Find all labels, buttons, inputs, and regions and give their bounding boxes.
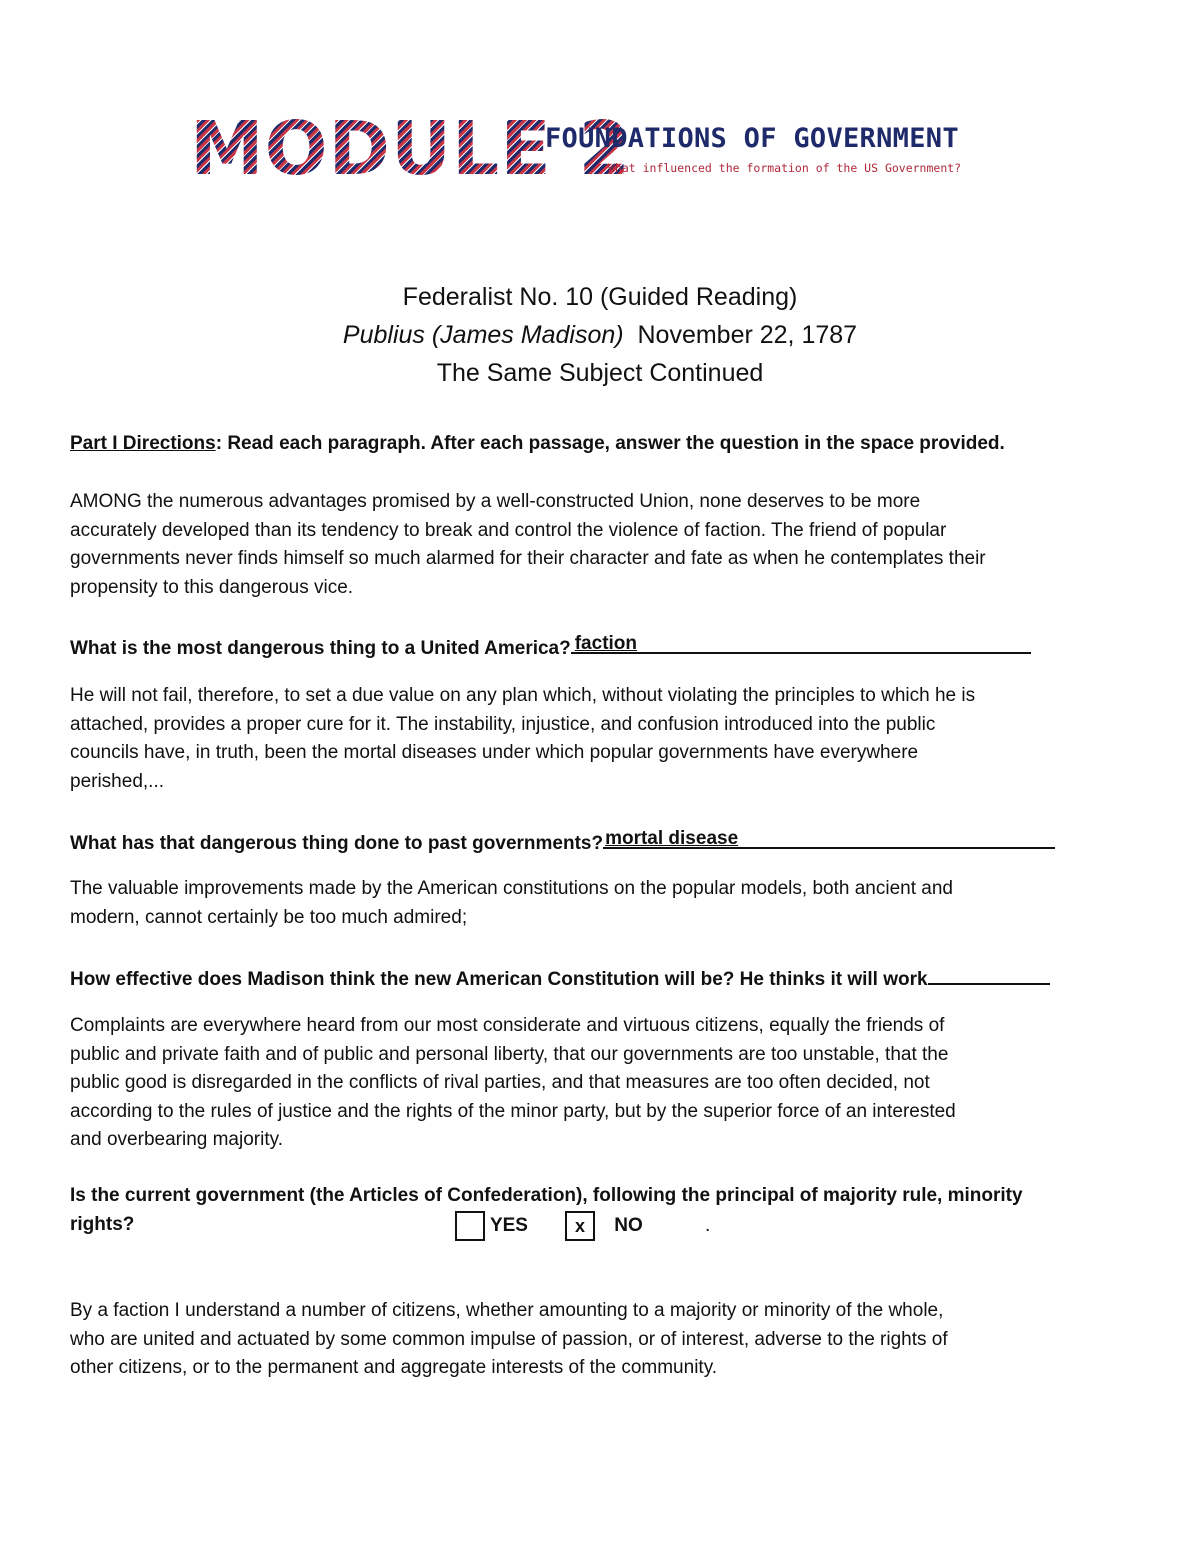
directions-label: Part I Directions: [70, 433, 216, 454]
passage-line: and overbearing majority.: [70, 1129, 283, 1150]
passage-line: public good is disregarded in the conflicts of rival parties, and that measures are too often decided, not: [70, 1072, 930, 1093]
passage-line: modern, cannot certainly be too much admired;: [70, 906, 468, 928]
passage-line: He will not fail, therefore, to set a due value on any plan which, without violating the principles to which he is: [70, 685, 976, 706]
passage-line: accurately developed than its tendency to break and control the violence of faction. The friend of popular: [70, 519, 947, 541]
date: November 22, 1787: [637, 321, 858, 349]
author: Publius (James Madison): [342, 321, 624, 349]
passage-line: attached, provides a proper cure for it. The instability, injustice, and confusion introduced into the public: [70, 713, 936, 735]
no-label: NO: [614, 1215, 643, 1236]
passage-line: perished,...: [70, 770, 164, 792]
passage-line: public and private faith and of public and personal liberty, that our governments are too unstable, that the: [70, 1043, 949, 1065]
answer-field-2[interactable]: [603, 825, 1055, 849]
question-2: [70, 825, 1140, 859]
passage-line: who are united and actuated by some common impulse of passion, or of interest, adverse to the rights of: [70, 1328, 948, 1350]
question-1: [70, 630, 1140, 664]
passage-line: councils have, in truth, been the mortal diseases under which popular governments have everywhere: [70, 742, 919, 763]
answer-text: mortal disease: [605, 827, 739, 849]
logo-title: FOUNDATIONS OF GOVERNMENT: [545, 123, 959, 154]
passage-3: [70, 875, 1140, 932]
passage-line: By a faction I understand a number of citizens, whether amounting to a majority or minority of the whole,: [70, 1300, 944, 1321]
passage-1: [70, 488, 1140, 602]
no-checkbox[interactable]: x: [565, 1211, 595, 1241]
passage-2: [70, 682, 1140, 796]
passage-4: [70, 1012, 1140, 1155]
answer-text: faction: [574, 632, 638, 654]
passage-line: other citizens, or to the permanent and aggregate interests of the community.: [70, 1357, 718, 1378]
author-date-line: [0, 320, 1200, 350]
question-text: What has that dangerous thing done to past governments?: [70, 833, 604, 854]
passage-line: according to the rules of justice and the rights of the minor party, but by the superior force of an interested: [70, 1100, 956, 1122]
directions-text: : Read each paragraph. After each passage, answer the question in the space provided.: [215, 433, 1005, 454]
question-text: How effective does Madison think the new American Constitution will be? He thinks it will work: [70, 969, 928, 990]
answer-field-1[interactable]: [571, 630, 1031, 654]
option-yes: [455, 1210, 528, 1242]
question-text: What is the most dangerous thing to a United America?: [70, 638, 571, 659]
directions: [70, 430, 1140, 459]
passage-line: Complaints are everywhere heard from our most considerate and virtuous citizens, equally the friends of: [70, 1015, 945, 1036]
document-subject: The Same Subject Continued: [436, 359, 764, 387]
trailing-period: .: [705, 1215, 711, 1236]
module-logo: [190, 106, 1040, 192]
passage-line: propensity to this dangerous vice.: [70, 576, 354, 598]
document-title: Federalist No. 10 (Guided Reading): [402, 283, 798, 311]
option-no: [565, 1210, 643, 1242]
answer-field-3[interactable]: [928, 961, 1050, 985]
passage-line: AMONG the numerous advantages promised by a well-constructed Union, none deserves to be more: [70, 491, 921, 512]
passage-5: [70, 1297, 1140, 1383]
yes-label: YES: [489, 1215, 528, 1236]
question-text-2: rights?: [70, 1213, 135, 1235]
passage-line: The valuable improvements made by the American constitutions on the popular models, both ancient and: [70, 878, 953, 899]
yes-checkbox[interactable]: [455, 1211, 485, 1241]
logo-subtitle: What influenced the formation of the US Government?: [608, 161, 962, 175]
logo-module-text: MODULE 2: [190, 106, 632, 192]
question-3: [70, 961, 1140, 995]
passage-line: governments never finds himself so much alarmed for their character and fate as when he contemplates their: [70, 548, 986, 569]
question-text: Is the current government (the Articles of Confederation), following the principal of majority rule, minority: [70, 1185, 1023, 1206]
